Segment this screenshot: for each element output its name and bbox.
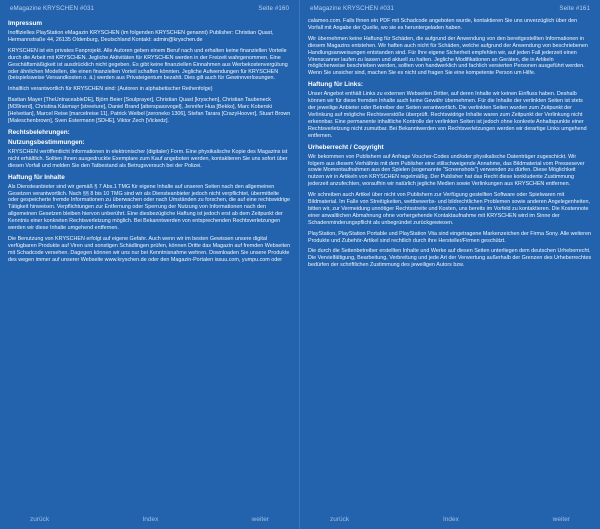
copyright-text: Die durch die Seitenbetreiber erstellten Inhalte und Werke auf diesen Seiten unterliegen dem deutschen Urheberrecht. Die Vervielfältigung, Bearbeitung, Verbreitung und jede Art der Verwertung außerhalb der Grenzen des Urheberrechtes bedürfen der schriftlichen Zustimmung des jeweiligen Autors bzw. [308, 248, 592, 269]
impressum-publisher: Inoffizielles PlayStation eMagazin KRYSCHEN (im folgenden KRYSCHEN genannt) Publisher: Christian Quast, Hermannstraße 44, 26135 Oldenburg, Deutschland Kontakt: admin@kryschen.de [8, 30, 274, 43]
page-content [8, 18, 291, 507]
impressum-fanproject: KRYSCHEN ist ein privates Fanprojekt. Alle Autoren geben einem Beruf nach und erhalten keine finanziellen Vorteile durch die Arbeit mit KRYSCHEN. Jegliche Aktivitäten für KRYSCHEN werden in der Freizeit wahrgenommen. Eine Geschäftsmäßigkeit ist ausdrücklich nicht gegeben. Es gibt keine finanziellen Einnahmen aus Werbekostenvergütung oder ähnlichen Modellen, die einen finanziellen Vorteil schaffen könnten. Jegliche Aufwendungen für KRYSCHEN (beispielsweise Versandkosten o. ä.) werden aus Privateigentum bezahlt. Dies gilt auch für Gewinnverlosungen. [8, 47, 288, 82]
page-header [0, 0, 299, 16]
urheberrecht-voucher-text: Wir bekommen von Publishern auf Anfrage Voucher-Codes und/oder physikalische Datenträger zugeschickt. Wir folgern aus diesem Verhältnis mit dem Publisher eine stillschweigende Annahme, das Bildmaterial vom Pressesever sowie Momentaufnahmen aus den Spielen (sogenannte "Screenshots") verwenden zu dürfen. Diese Möglichkeit nutzen wir in Artikeln von KRYSCHEN regelmäßig. Der Publisher hat das Recht diese konkludente Zustimmung jederzeit anzufechten, woraufhin wir natürlich jegliche Medien sowie Verlinkungen aus KRYSCHEN entfernen. [308, 153, 585, 188]
impressum-authors: Bastian Mayer [TheUntraceableDE], Björn Beier [Soulprayer], Christian Quast [kryschen], Christian Taubeneck [M39nerd], Christina Käsmayr [streeture], Daniel Brand [atterspassvogel], Jennifer Hua [Bekko], Marc Koberski [Helvetian], Marcel Reise [marcelreise 11], Patrick Weibel [zeroneko 1306], Stefan Tarara [CrazyHoover], Stuart Brown [Maleschenbrown], Sven Estermann [SDHE], Viktor Zech [Vickedz]. [8, 97, 291, 124]
impressum-responsible: Inhaltlich verantwortlich für KRYSCHEN sind: (Autoren in alphabetischer Reihenfolge) [8, 86, 213, 93]
urheberrecht-articles-text: Wir schreiben auch Artikel über nicht von Publishern zur Verfügung gestellten Software oder Spielwaren mit Bildmaterial. Im Falle von Streitigkeiten, wettbewerbs- und bildrechtlichen Problemen sowie anderen Angelegenheiten, bitten wir, zur Vermeidung unnötiger Rechtsstreite und Kosten, uns bereits im Vorfeld zu kontaktieren. Die Kostennote einer anwaltlichen Abmahnung ohne vorhergehende Kontaktaufnahme mit KRYSCHEN wird im Sinne der Schadenminderungspflicht als unbegründet zurückgewiesen. [308, 192, 590, 226]
page-footer [300, 509, 600, 529]
continuation-text: calameo.com. Falls Ihnen ein PDF mit Schadcode angeboten wurde, kontaktieren Sie uns unverzüglich über den Vorfall mit Angabe der Quelle, wo sie es heruntergeladen haben. [308, 18, 578, 31]
section-heading-impressum: Impressum [8, 20, 43, 27]
liability-damages-text: Wir übernehmen keine Haftung für Schäden, die aufgrund der Anwendung von den bereitgestellten Informationen in diesem Magazins entstehen. Wir haften auch nicht für Schäden, welche aufgrund der Anwendung von beschriebenen Handlungsanweisungen entstanden sind. Für Ihre eigene Sicherheit empfehlen wir, auf jeden Fall jederzeit einen Virenscanner laufen zu lassen und aktuell zu halten. Jegliche Modifikationen an Geräten, die in Artikeln möglicherweise beschrieben werden, sollten von handwerklich und fachlich versierten Personen ausgeführt werden. Wenn Sie unsicher sind, machen Sie es nicht und fragen Sie eine kompetente Person um Hilfe. [308, 35, 588, 77]
haftung-inhalte-text: Als Diensteanbieter sind wir gemäß § 7 Abs.1 TMG für eigene Inhalte auf unseren Seiten nach den allgemeinen Gesetzen verantwortlich. Nach §§ 8 bis 10 TMG sind wir als Diensteanbieter jedoch nicht verpflichtet, übermittelte oder gespeicherte fremde Informationen zu überwachen oder nach Umständen zu forschen, die auf eine rechtswidrige Tätigkeit hinweisen. Verpflichtungen zur Entfernung oder Sperrung der Nutzung von Informationen nach den allgemeinen Gesetzen bleiben hiervon unberührt. Eine diesbezügliche Haftung ist jedoch erst ab dem Zeitpunkt der Kenntnis einer konkreten Rechtsverletzung möglich. Bei Bekanntwerden von entsprechenden Rechtsverletzungen werden wir diese Inhalte umgehend entfernen. [8, 183, 290, 232]
next-link[interactable]: weiter [552, 515, 570, 523]
page-header [300, 0, 600, 16]
haftung-inhalte-usage: Die Benutzung von KRYSCHEN erfolgt auf eigene Gefahr. Auch wenn wir im besten Gewissen unsere digital verfügbaren Produkte auf Viren und sonstigen Schädlingen prüfen, können Dritte das Magazin auf fremden Webseiten mit Schadcode versehen. Dagegen können wir uns nur bei Kenntnisnahme wehren. Downloaden Sie unsere Produkte des wegen immer auf unserer Webseite www.kryschen.de oder den Magazin-Portalen issuu.com, yumpu.com oder [8, 235, 291, 263]
next-link[interactable]: weiter [251, 515, 269, 523]
section-heading-rechtsbelehrungen: Rechtsbelehrungen: [8, 128, 70, 136]
page-number: Seite #161 [559, 4, 590, 12]
back-link[interactable]: zurück [330, 515, 350, 523]
section-heading-nutzungsbestimmungen: Nutzungsbestimmungen: [8, 138, 85, 146]
section-heading-urheberrecht: Urheberrecht / Copyright [308, 143, 384, 151]
section-heading-haftung-links: Haftung für Links: [308, 81, 364, 89]
haftung-links-text: Unser Angebot enthält Links zu externen Webseiten Dritter, auf deren Inhalte wir keinen Einfluss haben. Deshalb können wir für diese fremden Inhalte auch keine Gewähr übernehmen. Für die Inhalte der verlinkten Seiten ist stets der jeweilige Anbieter oder Betreiber der Seiten verantwortlich. Die verlinkten Seiten wurden zum Zeitpunkt der Verlinkung auf mögliche Rechtsverstöße überprüft. Rechtswidrige Inhalte waren zum Zeitpunkt der Verlinkung nicht erkennbar. Eine permanente inhaltliche Kontrolle der verlinkten Seiten ist jedoch ohne konkrete Anhaltspunkte einer Rechtsverletzung nicht zumutbar. Bei Bekanntwerden von Rechtsverletzungen werden wir derartige Links umgehend entfernen. [308, 91, 587, 139]
index-link[interactable]: Index [142, 515, 159, 523]
page-number: Seite #160 [258, 4, 289, 12]
page-content [308, 18, 592, 507]
page-footer [0, 509, 299, 529]
nutzungsbestimmungen-text: KRYSCHEN veröffentlicht Informationen in elektronischer (digitaler) Form. Eine physikalische Kopie des Magazins ist nicht erhältlich. Sollten Ihnen ausgedruckte Exemplare zum Kauf angeboten werden, kontaktieren Sie uns sofort über diesen Vorfall und melden Sie den Tatbestand als Betrugsversuch bei der Polizei. [8, 148, 288, 169]
trademark-text: PlayStation, PlayStation Portable und PlayStation Vita sind eingetragene Markenzeichen der Firma Sony. Alle weiteren Produkte und Zubehör-Artikel sind rechtlich durch ihre Hersteller/Firmen geschützt. [308, 230, 591, 244]
back-link[interactable]: zurück [30, 515, 50, 523]
right-page [300, 0, 600, 529]
section-heading-haftung-inhalte: Haftung für Inhalte [8, 173, 65, 181]
index-link[interactable]: Index [442, 515, 459, 523]
magazine-title: eMagazine KRYSCHEN #031 [10, 4, 95, 12]
magazine-title: eMagazine KRYSCHEN #031 [310, 4, 395, 12]
